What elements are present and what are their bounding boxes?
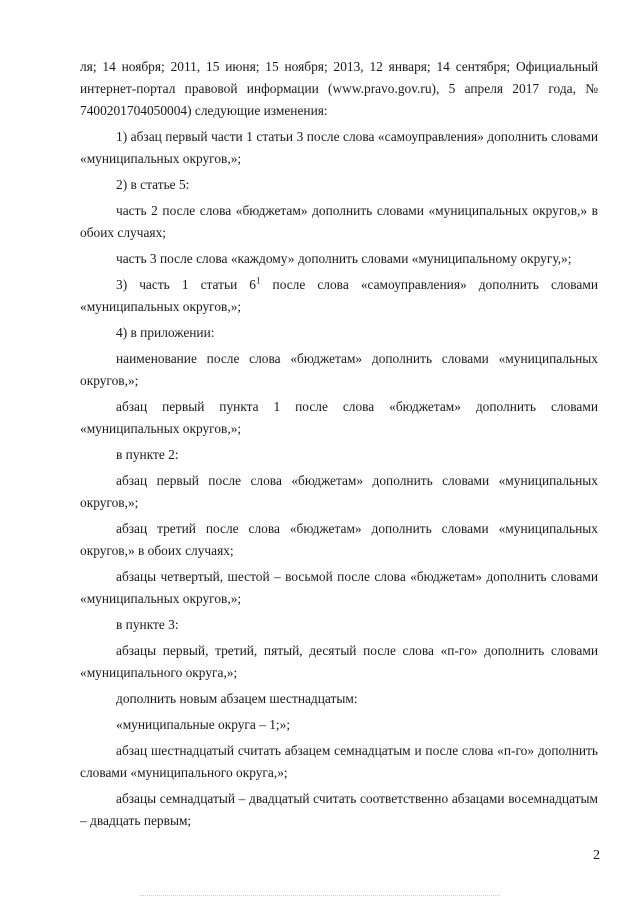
paragraph-article5-part3: часть 3 после слова «каждому» дополнить словами «муниципальному округу,»; bbox=[116, 251, 572, 266]
paragraph-item-3 bbox=[80, 274, 598, 318]
paragraph-point2-heading: в пункте 2: bbox=[116, 447, 179, 462]
paragraph-item-2: 2) в статье 5: bbox=[116, 177, 190, 192]
paragraph-point3-heading: в пункте 3: bbox=[116, 617, 179, 632]
paragraph-point3-sixteenth: абзац шестнадцатый считать абзацем семнадцатым и после слова «п-го» дополнить словами «муниципального округа,»; bbox=[80, 743, 598, 780]
page-number: 2 bbox=[593, 848, 600, 863]
paragraph-item-3-before: 3) часть 1 статьи 6 bbox=[116, 277, 256, 292]
paragraph-title-change: наименование после слова «бюджетам» дополнить словами «муниципальных округов,»; bbox=[80, 351, 598, 388]
paragraph-item-1: 1) абзац первый части 1 статьи 3 после слова «самоуправления» дополнить словами «муниципальных округов,»; bbox=[80, 129, 598, 166]
paragraph-point1-change: абзац первый пункта 1 после слова «бюджетам» дополнить словами «муниципальных округов,»; bbox=[80, 399, 598, 436]
paragraph-point2-first: абзац первый после слова «бюджетам» дополнить словами «муниципальных округов,»; bbox=[80, 473, 598, 510]
paragraph-point3-several: абзацы первый, третий, пятый, десятый после слова «п-го» дополнить словами «муниципального округа,»; bbox=[80, 643, 598, 680]
document-body bbox=[80, 56, 598, 836]
paragraph-article5-part2: часть 2 после слова «бюджетам» дополнить словами «муниципальных округов,» в обоих случаях; bbox=[80, 203, 598, 240]
paragraph-point2-third: абзац третий после слова «бюджетам» дополнить словами «муниципальных округов,» в обоих случаях; bbox=[80, 521, 598, 558]
paragraph-item-3-superscript: 1 bbox=[256, 275, 261, 286]
paragraph-point2-fourth-to-eighth: абзацы четвертый, шестой – восьмой после слова «бюджетам» дополнить словами «муниципальных округов,»; bbox=[80, 569, 598, 606]
paragraph-point3-new-text: «муниципальные округа – 1;»; bbox=[116, 717, 291, 732]
paragraph-point3-renumber: абзацы семнадцатый – двадцатый считать соответственно абзацами восемнадцатым – двадцать первым; bbox=[80, 791, 598, 828]
paragraph-point3-add-new: дополнить новым абзацем шестнадцатым: bbox=[116, 691, 358, 706]
paragraph-intro: ля; 14 ноября; 2011, 15 июня; 15 ноября; 2013, 12 января; 14 сентября; Официальный интернет-портал правовой информации (www.pravo.gov.ru), 5 апреля 2017 года, № 7400201704050004) следующие изменения: bbox=[80, 59, 598, 118]
scan-edge-marks bbox=[140, 895, 500, 898]
paragraph-item-4: 4) в приложении: bbox=[116, 325, 215, 340]
paragraph-item-3-after: после слова «самоуправления» дополнить словами «муниципальных округов,»; bbox=[80, 277, 598, 314]
